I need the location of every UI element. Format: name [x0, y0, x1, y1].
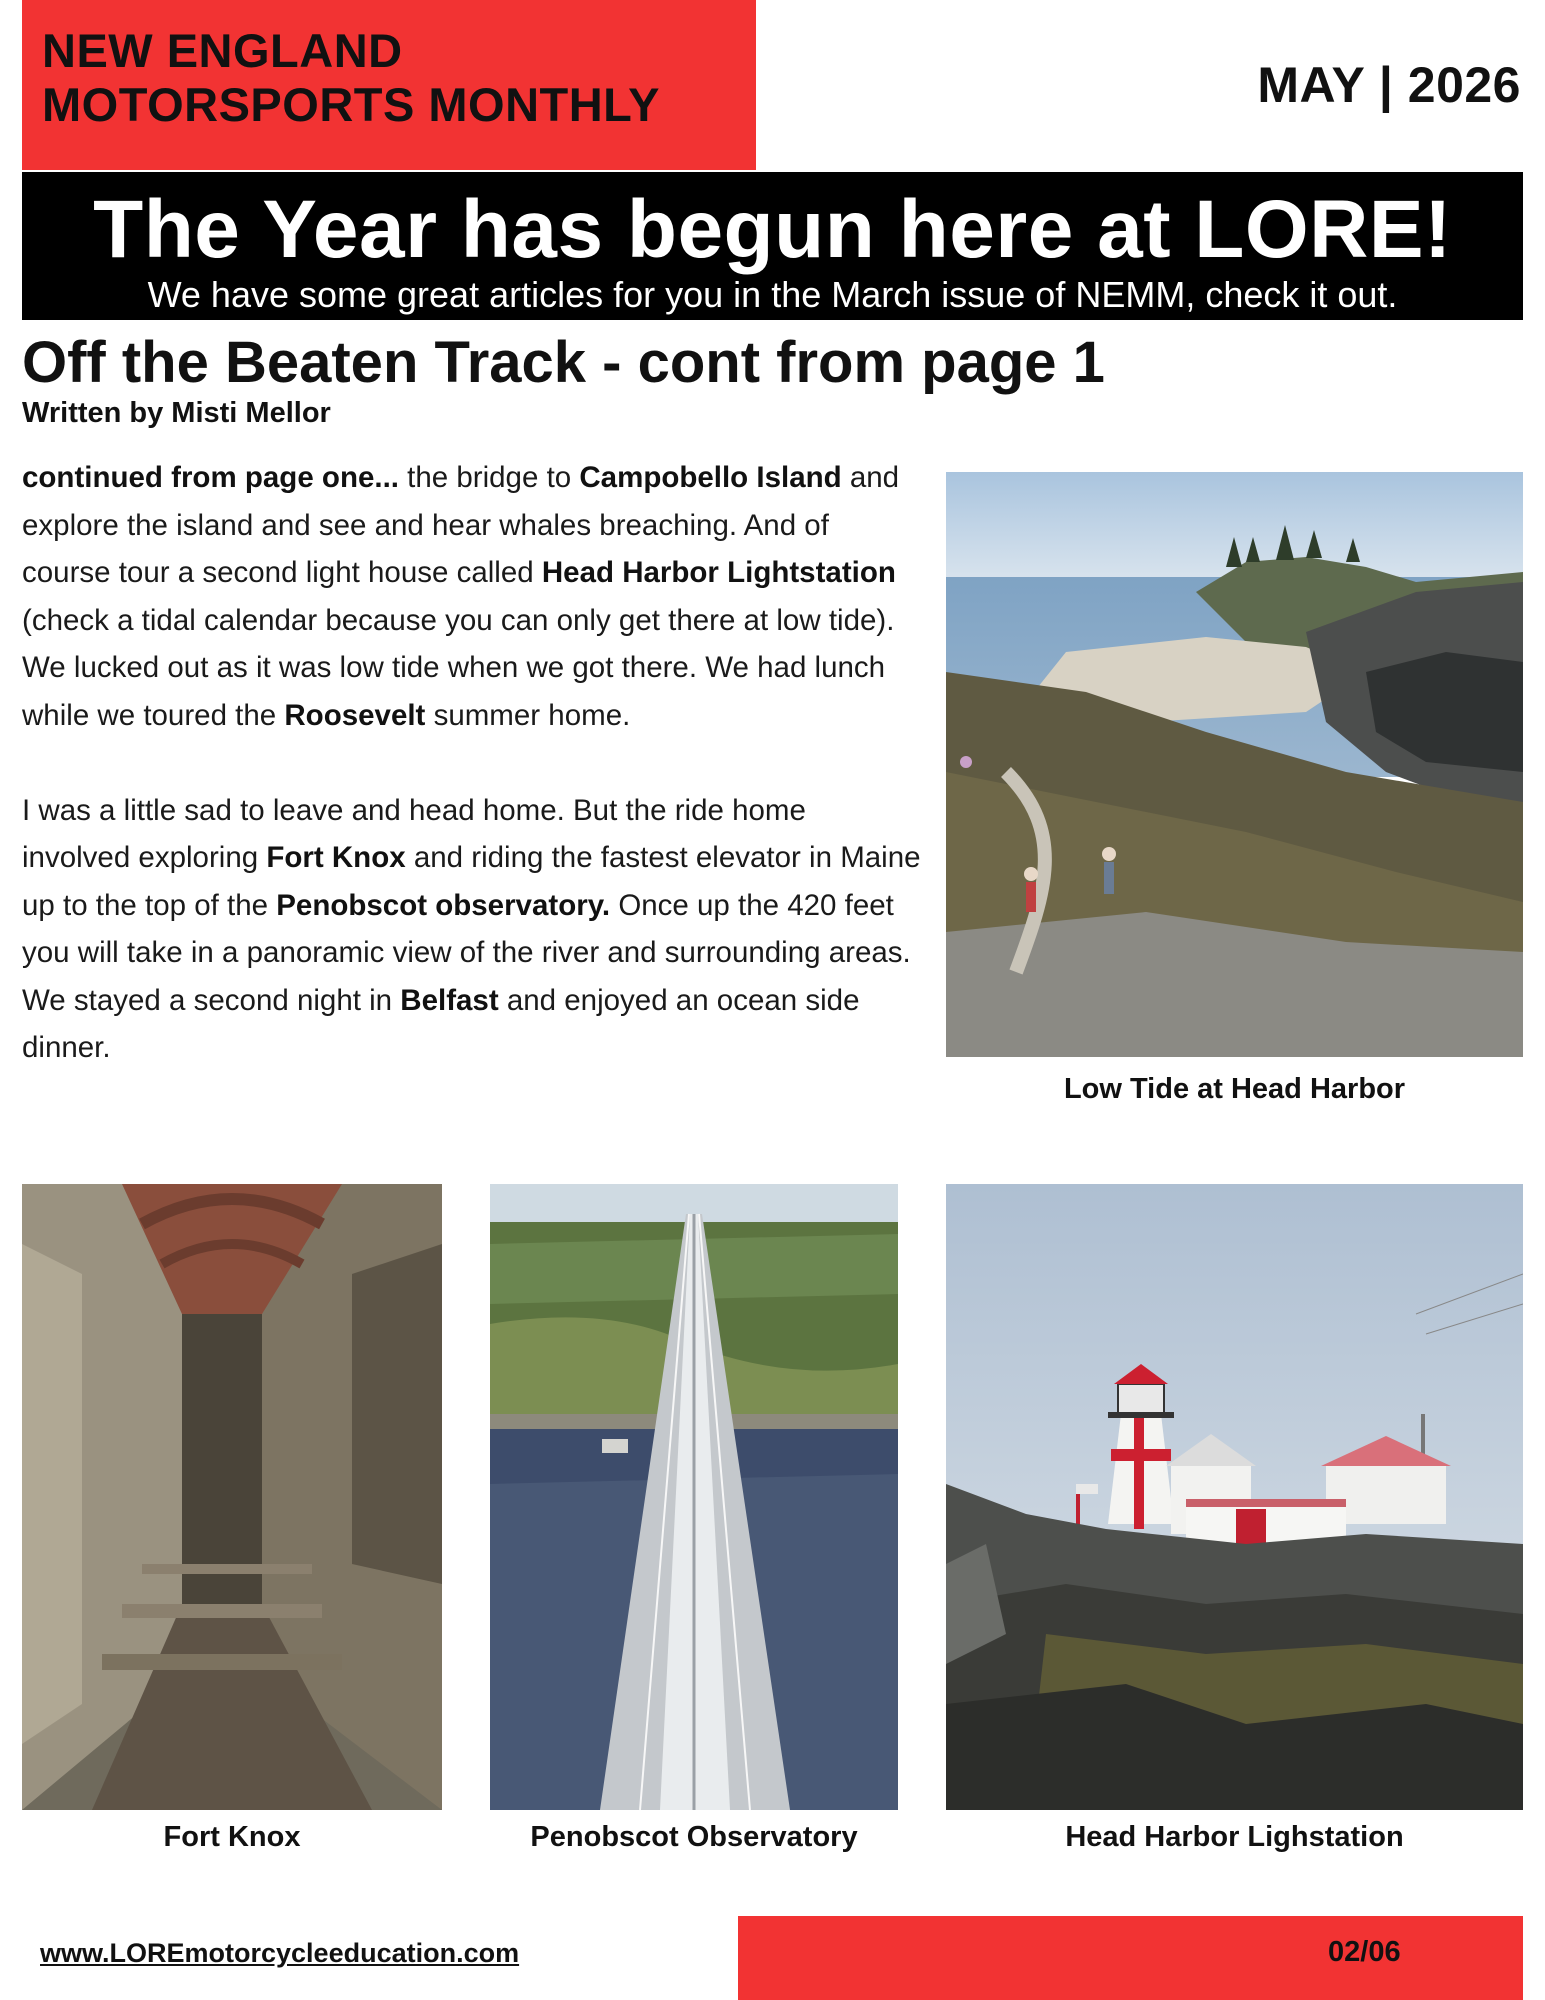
low-tide-caption: Low Tide at Head Harbor: [1063, 1073, 1406, 1105]
masthead: [22, 0, 756, 170]
body-text: (check a tidal calendar because you can only get there at low tide). We lucked out as it was low tide when we got there. We had lunch while we toured the: [22, 603, 895, 732]
masthead-line-1: NEW ENGLAND: [42, 24, 403, 77]
place-campobello: Campobello Island: [579, 461, 842, 494]
body-text: I was a little sad to leave and head home. But the ride home involved exploring: [22, 793, 806, 874]
observatory-photo: [490, 1184, 898, 1810]
place-belfast: Belfast: [400, 983, 499, 1017]
body-text: and explore the island and see and hear whales breaching. And of course tour a second light house called: [22, 461, 900, 589]
place-penobscot: Penobscot observatory.: [276, 888, 611, 922]
article-paragraph-1: [22, 454, 922, 739]
banner: [22, 172, 1523, 320]
article-byline: Written by Misti Mellor: [22, 397, 331, 429]
place-roosevelt: Roosevelt: [284, 698, 426, 732]
body-text: Once up the 420 feet you will take in a panoramic view of the river and surrounding areas. We stayed a second night in: [22, 888, 911, 1017]
place-head-harbor: Head Harbor Lightstation: [541, 556, 896, 589]
lighthouse-photo: [946, 1184, 1523, 1810]
low-tide-photo: [946, 472, 1523, 1057]
lighthouse-caption: Head Harbor Lighstation: [1065, 1821, 1404, 1853]
lead-text: continued from page one...: [22, 461, 399, 494]
issue-date: MAY | 2026: [1257, 57, 1521, 113]
fort-knox-caption: Fort Knox: [163, 1821, 301, 1853]
banner-subtitle: We have some great articles for you in the March issue of NEMM, check it out.: [147, 274, 1398, 315]
masthead-line-2: MOTORSPORTS MONTHLY: [42, 78, 660, 131]
article-body: [22, 454, 922, 1119]
body-text: and enjoyed an ocean side dinner.: [22, 983, 860, 1064]
footer-bar: [738, 1916, 1523, 2000]
place-fort-knox: Fort Knox: [266, 841, 406, 874]
article-title: Off the Beaten Track - cont from page 1: [22, 330, 1105, 395]
body-text: the bridge to: [398, 461, 580, 494]
website-link[interactable]: www.LOREmotorcycleeducation.com: [40, 1938, 520, 1968]
observatory-caption: Penobscot Observatory: [530, 1821, 858, 1853]
page-number: 02/06: [1328, 1936, 1401, 1968]
body-text: and riding the fastest elevator in Maine up to the top of the: [22, 841, 921, 922]
article-paragraph-2: [22, 787, 922, 1072]
banner-title: The Year has begun here at LORE!: [93, 184, 1452, 275]
fort-knox-photo: [22, 1184, 442, 1810]
body-text: summer home.: [425, 698, 631, 732]
